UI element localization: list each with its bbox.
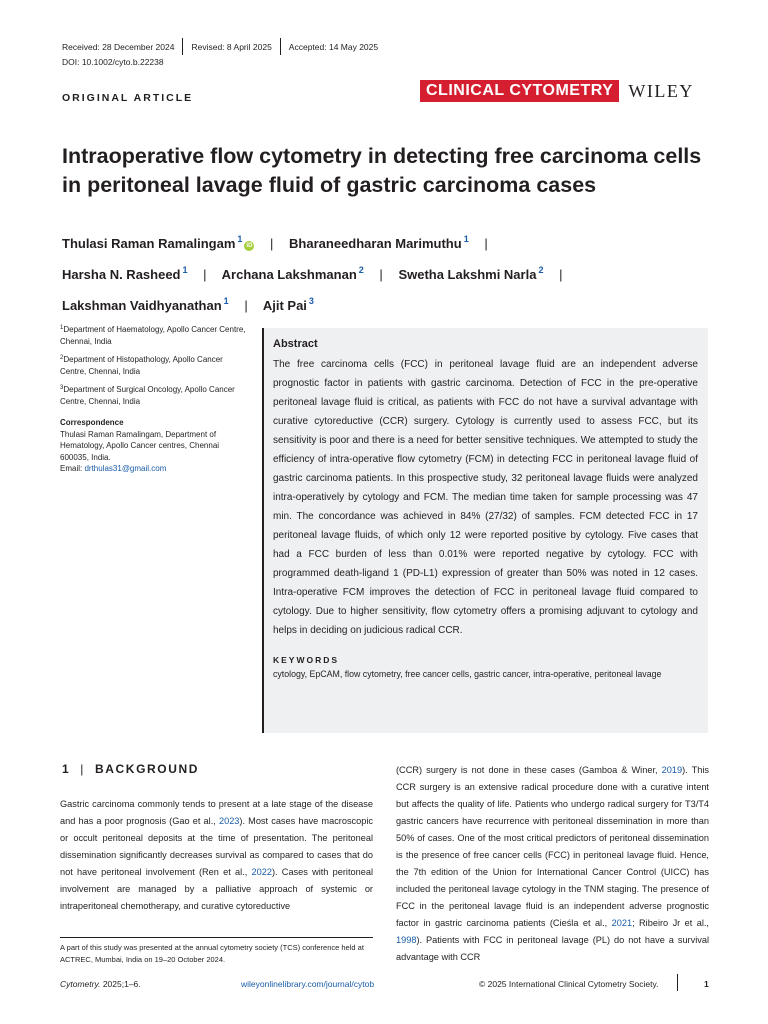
affiliation-ref[interactable]: 1 xyxy=(223,296,229,306)
citation-author: Ren et al., xyxy=(202,867,252,877)
separator: | xyxy=(559,267,563,282)
citation-link[interactable]: 1998 xyxy=(396,935,417,945)
keywords-heading: KEYWORDS xyxy=(273,655,340,665)
separator: | xyxy=(270,236,274,251)
abstract-text: The free carcinoma cells (FCC) in peritoneal lavage fluid are an independent adverse prognostic factor in patients with gastric carcinoma. Detection of FCC in the pre-operative peritoneal lavage fluid is critical, as patients with FCC do not have a survival advantage with curative cytoreductive (CCR) surgery. Cytology is currently used to assess FCC, but its sensitivity is poor and there is a need for better sensitive techniques. We attempted to study the efficiency of intra-operative flow cytometry (FCM) in detecting FCC in peritoneal lavage fluid of gastric carcinoma patients. In this prospective study, 32 peritoneal lavage fluids were analyzed intra-operatively by cytology and FCM. The median time taken for sample processing was 47 min. The concordance was achieved in 84% (27/32) of samples. FCM detected FCC in 17 peritoneal lavage fluids, of which only 12 were reported positive by cytology. Five cases that had a FCC burden of less than 0.01% were reported negative by cytology. FCC with programmed death-ligand 1 (PD-L1) expression of greater than 50% was noted in 12 cases. Intra-operative FCM improves the detection of FCC in peritoneal lavage fluid compared to cytology. Due to higher sensitivity, flow cytometry offers a promising adjuvant to cytology and helps in deciding on judicious radical CCR. xyxy=(273,359,698,636)
section-heading xyxy=(62,762,199,776)
affiliation-ref[interactable]: 2 xyxy=(538,265,544,275)
citation-link[interactable]: 2022 xyxy=(251,867,272,877)
author-name[interactable]: Bharaneedharan Marimuthu xyxy=(289,236,462,251)
author-name[interactable]: Harsha N. Rasheed xyxy=(62,267,181,282)
separator: | xyxy=(484,236,488,251)
separator: | xyxy=(203,267,207,282)
author-name[interactable]: Lakshman Vaidhyanathan xyxy=(62,298,222,313)
article-type: ORIGINAL ARTICLE xyxy=(62,92,194,104)
correspondence-heading: Correspondence xyxy=(60,418,124,427)
separator: | xyxy=(244,298,248,313)
body-text: ). Cases with peritoneal involvement are managed by a palliative approach of systemic or intraperitoneal chemotherapy, and curative cytoreductive xyxy=(60,867,373,911)
body-column-right xyxy=(396,762,709,966)
page-footer xyxy=(60,979,708,989)
publisher-logo: WILEY xyxy=(628,80,694,101)
author-list xyxy=(62,226,722,319)
affiliation: $^3$Department of Surgical Oncology, Apollo Cancer Centre, Chennai, India xyxy=(60,385,235,406)
affiliation-ref[interactable]: 1 xyxy=(182,265,188,275)
correspondence xyxy=(60,417,250,475)
author-name[interactable]: Swetha Lakshmi Narla xyxy=(398,267,537,282)
copyright: © 2025 International Clinical Cytometry Society. xyxy=(479,979,659,989)
title-line: in peritoneal lavage fluid of gastric carcinoma cases xyxy=(62,173,597,197)
footnote: A part of this study was presented at the annual cytometry society (TCS) conference held at ACTREC, Mumbai, India on 19–20 October 2024. xyxy=(60,943,364,964)
body-text: ). Patients with FCC in peritoneal lavage (PL) do not have a survival advantage with CCR xyxy=(396,935,709,962)
affiliation-ref[interactable]: 2 xyxy=(358,265,364,275)
keywords-text: cytology, EpCAM, flow cytometry, free cancer cells, gastric cancer, intra-operative, peritoneal lavage xyxy=(273,669,662,679)
body-text: ). Most cases have macroscopic or occult peritoneal deposits at the time of presentation. The peritoneal dissemination significantly decreases survival as compared to cases that do not have peritoneal involvement ( xyxy=(60,816,373,877)
received-date: Received: 28 December 2024 xyxy=(62,41,175,52)
title-line: Intraoperative flow cytometry in detecting free carcinoma cells xyxy=(62,144,702,168)
divider xyxy=(677,974,678,991)
author-name[interactable]: Thulasi Raman Ramalingam xyxy=(62,236,236,251)
divider xyxy=(182,38,183,55)
affiliation-ref[interactable]: 1 xyxy=(237,234,243,244)
email-link[interactable]: drthulas31@gmail.com xyxy=(84,464,167,473)
body-text: ). This CCR surgery is an extensive radical procedure done with a curative intent but affects the quality of life. Patients who undergo radical surgery for T3/T4 gastric cancers have recurrence with peritoneal dissemination in more than 50% of cases. One of the most critical predictors of peritoneal dissemination is the presence of free cancer cells (FCC) in peritoneal lavage fluid. Hence, the 7th edition of the Union for International Cancer Control (UICC) has included the peritoneal lavage cytology in the TNM staging. The presence of FCC in the peritoneal lavage fluid is an independent adverse prognostic factor in gastric carcinoma patients ( xyxy=(396,765,709,928)
affiliation: $^1$Department of Haematology, Apollo Cancer Centre, Chennai, India xyxy=(60,325,246,346)
divider xyxy=(280,38,281,55)
correspondence-address: Thulasi Raman Ramalingam, Department of Hematology, Apollo Cancer centres, Chennai 600035, India. xyxy=(60,429,220,462)
citation-link[interactable]: 2019 xyxy=(661,765,683,775)
body-text: Gastric carcinoma commonly tends to present at a late stage of the disease and has a poor prognosis ( xyxy=(60,799,373,826)
body-text: (CCR) surgery is not done in these cases ( xyxy=(396,765,582,775)
citation-author: ; Ribeiro Jr et al., xyxy=(632,918,709,928)
author-name[interactable]: Archana Lakshmanan xyxy=(221,267,357,282)
affiliation-ref[interactable]: 1 xyxy=(463,234,469,244)
citation-author: Gamboa & Winer, xyxy=(581,765,662,775)
section-number: 1 xyxy=(62,762,71,776)
article-dates xyxy=(62,38,378,55)
abstract-heading: Abstract xyxy=(273,338,318,350)
journal-url-link[interactable]: wileyonlinelibrary.com/journal/cytob xyxy=(241,979,375,989)
affiliation-ref[interactable]: 3 xyxy=(308,296,314,306)
correspondence-email: Email: drthulas31@gmail.com xyxy=(60,464,167,473)
author-name[interactable]: Ajit Pai xyxy=(262,298,307,313)
citation-author: Gao et al., xyxy=(172,816,219,826)
separator: | xyxy=(80,762,85,776)
journal-name: CLINICAL CYTOMETRY xyxy=(420,80,619,102)
affiliation: $^2$Department of Histopathology, Apollo Cancer Centre, Chennai, India xyxy=(60,355,223,376)
citation-link[interactable]: 2023 xyxy=(218,816,240,826)
citation-link[interactable]: 2021 xyxy=(611,918,633,928)
journal-logo[interactable] xyxy=(420,80,694,102)
citation-author: Cieśla et al., xyxy=(552,918,612,928)
revised-date: Revised: 8 April 2025 xyxy=(191,41,272,52)
body-column-left xyxy=(60,796,373,915)
accepted-date: Accepted: 14 May 2025 xyxy=(288,41,379,52)
section-title: BACKGROUND xyxy=(95,762,199,776)
article-title xyxy=(62,142,722,200)
footnote-divider xyxy=(60,937,373,938)
affiliations xyxy=(60,323,250,475)
footer-citation: Cytometry. 2025;1–6. xyxy=(60,979,141,989)
doi: DOI: 10.1002/cyto.b.22238 xyxy=(62,57,164,67)
orcid-icon[interactable]: iD xyxy=(246,243,253,249)
separator: | xyxy=(379,267,383,282)
page-number: 1 xyxy=(704,979,709,989)
abstract-box xyxy=(262,328,708,733)
